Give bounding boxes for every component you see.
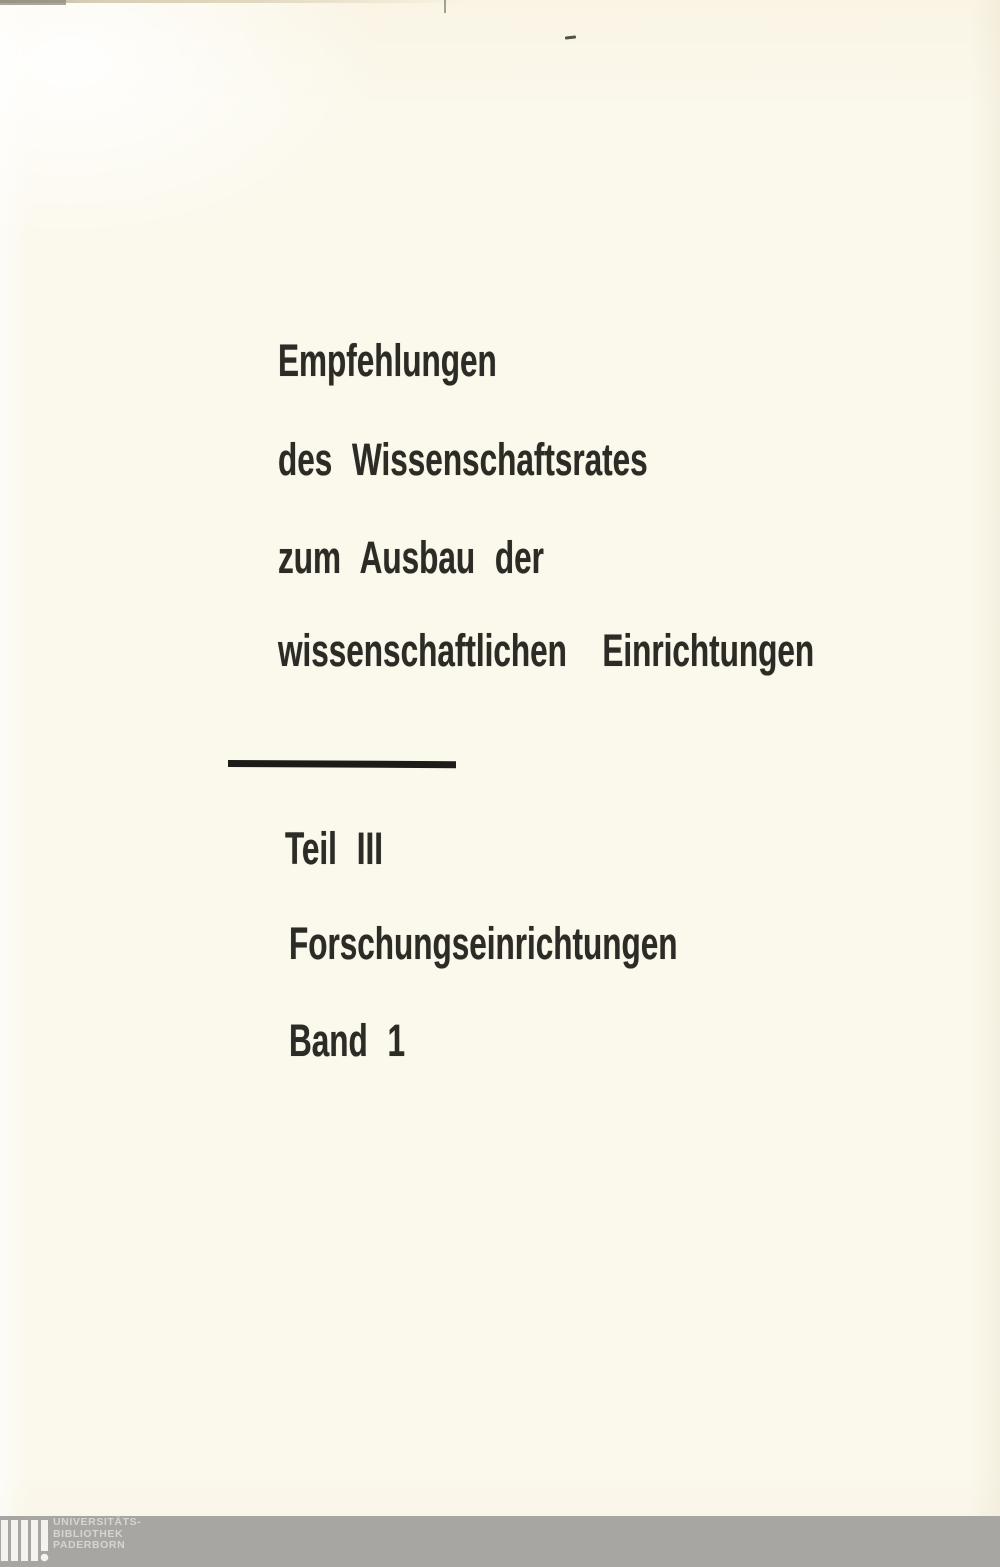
part-line: Teil III — [285, 823, 383, 874]
title-line-4: wissenschaftlichen Einrichtungen — [278, 625, 815, 676]
series-line: Forschungseinrichtungen — [289, 918, 678, 969]
scan-artifact-scratch — [444, 0, 446, 13]
watermark-bar — [0, 1516, 1000, 1567]
watermark-line-3: PADERBORN — [53, 1539, 126, 1552]
watermark-library-name — [53, 1517, 141, 1552]
divider-rule — [228, 760, 456, 768]
title-line-3: zum Ausbau der — [278, 532, 544, 583]
scan-artifact-top-left-corner — [0, 0, 66, 5]
watermark-line-1: UNIVERSITÄTS- — [53, 1516, 142, 1528]
library-bars-exclamation-logo-icon — [1, 1520, 51, 1566]
volume-line: Band 1 — [289, 1015, 406, 1066]
title-line-1: Empfehlungen — [278, 335, 497, 386]
title-line-2: des Wissenschaftsrates — [278, 434, 648, 485]
scan-artifact-top-edge — [0, 0, 470, 3]
watermark-line-2: BIBLIOTHEK — [53, 1527, 124, 1540]
scan-artifact-dash — [565, 35, 576, 39]
